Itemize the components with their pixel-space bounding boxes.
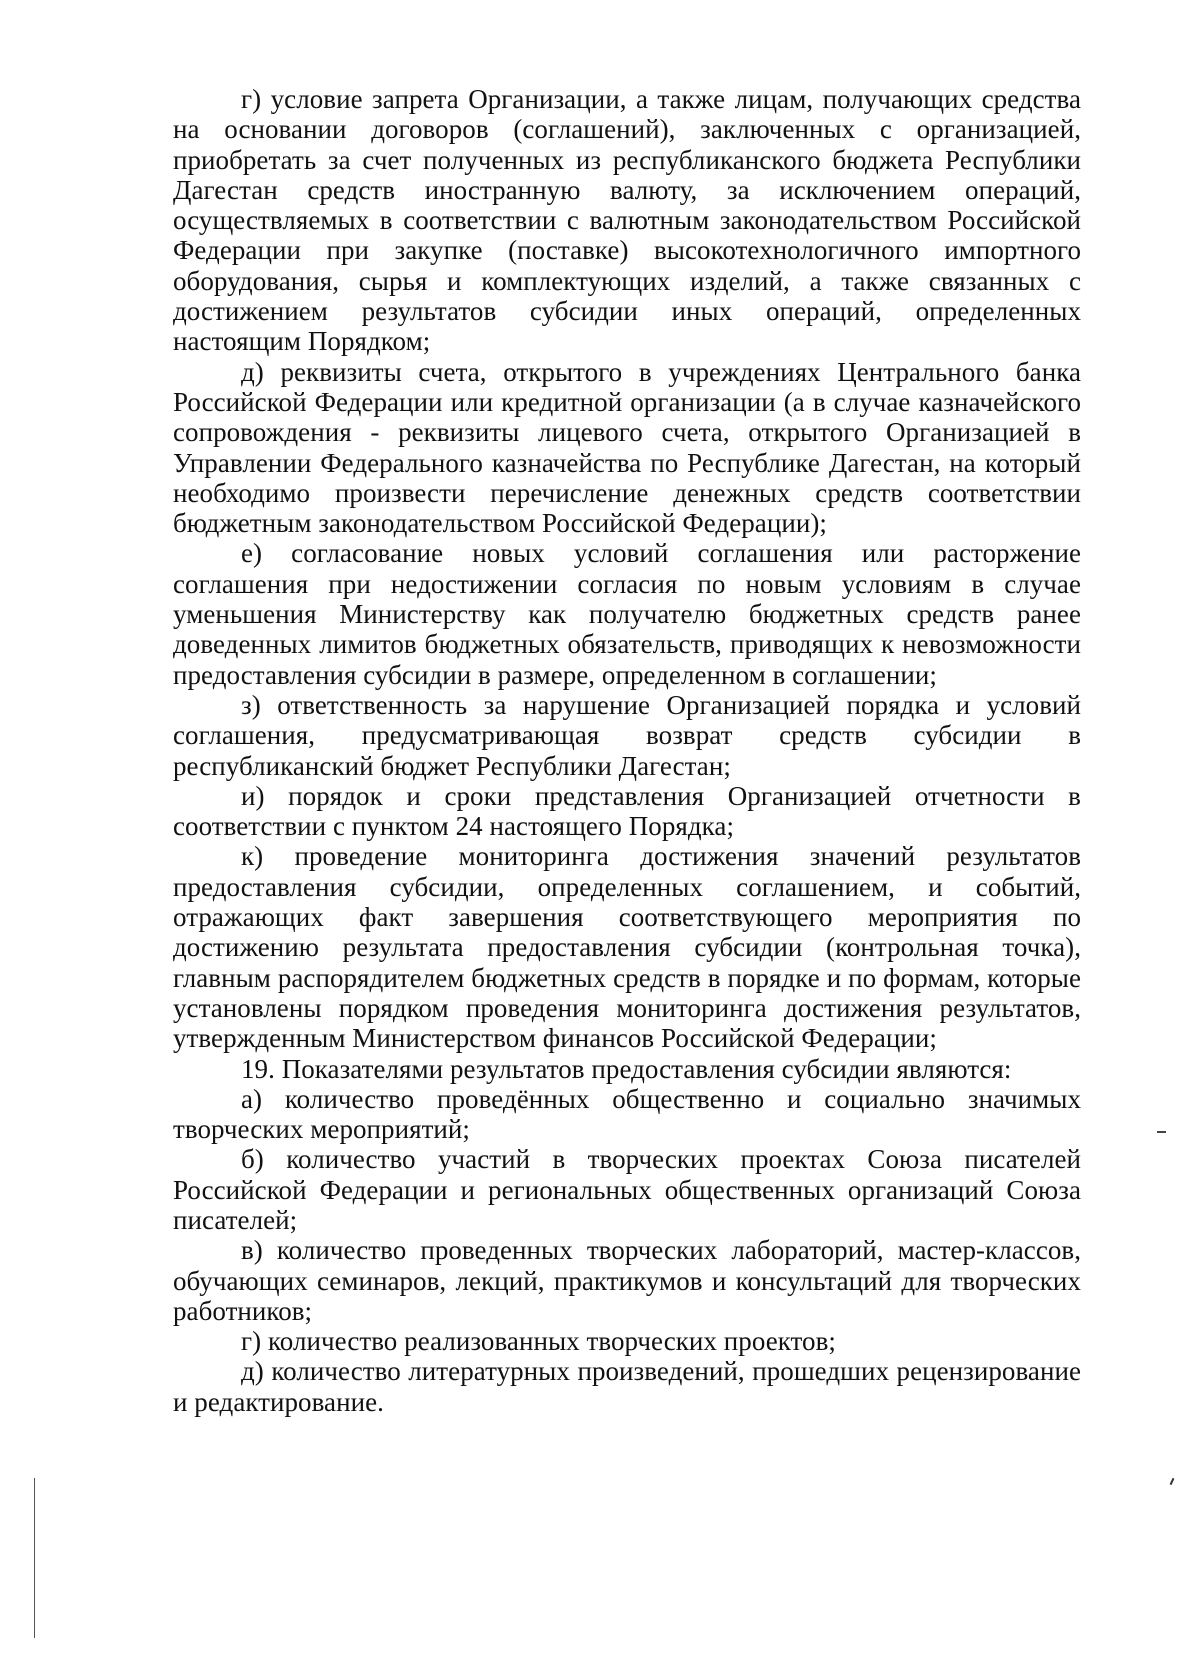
paragraph-i-reporting: и) порядок и сроки представления Организацией отчетности в соответствии с пунктом 24 настоящего Порядка;: [173, 780, 1081, 842]
paragraph-d-literary-works: д) количество литературных произведений, прошедших рецензирование и редактирование.: [173, 1356, 1081, 1417]
scan-mark-tick: [1170, 1478, 1175, 1485]
scan-mark-dash: [1157, 1131, 1166, 1133]
paragraph-a-events-count: а) количество проведённых общественно и социально значимых творческих мероприятий;: [173, 1083, 1081, 1145]
paragraph-v-workshops-count: в) количество проведенных творческих лабораторий, мастер-классов, обучающих семинаров, лекций, практикумов и консультаций для творческих работников;: [173, 1235, 1081, 1326]
paragraph-19-indicators: 19. Показателями результатов предоставления субсидии являются:: [241, 1053, 1012, 1084]
paragraph-b-projects-participation: б) количество участий в творческих проектах Союза писателей Российской Федерации и региональных общественных организаций Союза писателей;: [173, 1144, 1081, 1235]
paragraph-k-monitoring: к) проведение мониторинга достижения значений результатов предоставления субсидии, определенных соглашением, и событий, отражающих факт завершения соответствующего мероприятия по достижению результата предоставления субсидии (контрольная точка), главным распорядителем бюджетных средств в порядке и по формам, которые установлены порядком проведения мониторинга достижения результатов, утвержденным Министерством финансов Российской Федерации;: [173, 841, 1081, 1054]
scan-margin-line: [34, 1478, 35, 1638]
paragraph-d-account-details: д) реквизиты счета, открытого в учреждениях Центрального банка Российской Федерации или кредитной организации (а в случае казначейского сопровождения - реквизиты лицевого счета, открытого Организацией в Управлении Федерального казначейства по Республике Дагестан, на который необходимо произвести перечисление денежных средств соответствии бюджетным законодательством Российской Федерации);: [173, 356, 1081, 539]
document-page: [173, 84, 1081, 1417]
paragraph-e-agreement-terms: е) согласование новых условий соглашения или расторжение соглашения при недостижении согласия по новым условиям в случае уменьшения Министерству как получателю бюджетных средств ранее доведенных лимитов бюджетных обязательств, приводящих к невозможности предоставления субсидии в размере, определенном в соглашении;: [173, 538, 1081, 690]
paragraph-g-foreign-currency: г) условие запрета Организации, а также лицам, получающих средства на основании договоров (соглашений), заключенных с организацией, приобретать за счет полученных из республиканского бюджета Республики Дагестан средств иностранную валюту, за исключением операций, осуществляемых в соответствии с валютным законодательством Российской Федерации при закупке (поставке) высокотехнологичного импортного оборудования, сырья и комплектующих изделий, а также связанных с достижением результатов субсидии иных операций, определенных настоящим Порядком;: [173, 84, 1081, 357]
paragraph-z-responsibility: з) ответственность за нарушение Организацией порядка и условий соглашения, предусматривающая возврат средств субсидии в республиканский бюджет Республики Дагестан;: [173, 689, 1081, 781]
paragraph-g-projects-count: г) количество реализованных творческих проектов;: [241, 1326, 836, 1357]
